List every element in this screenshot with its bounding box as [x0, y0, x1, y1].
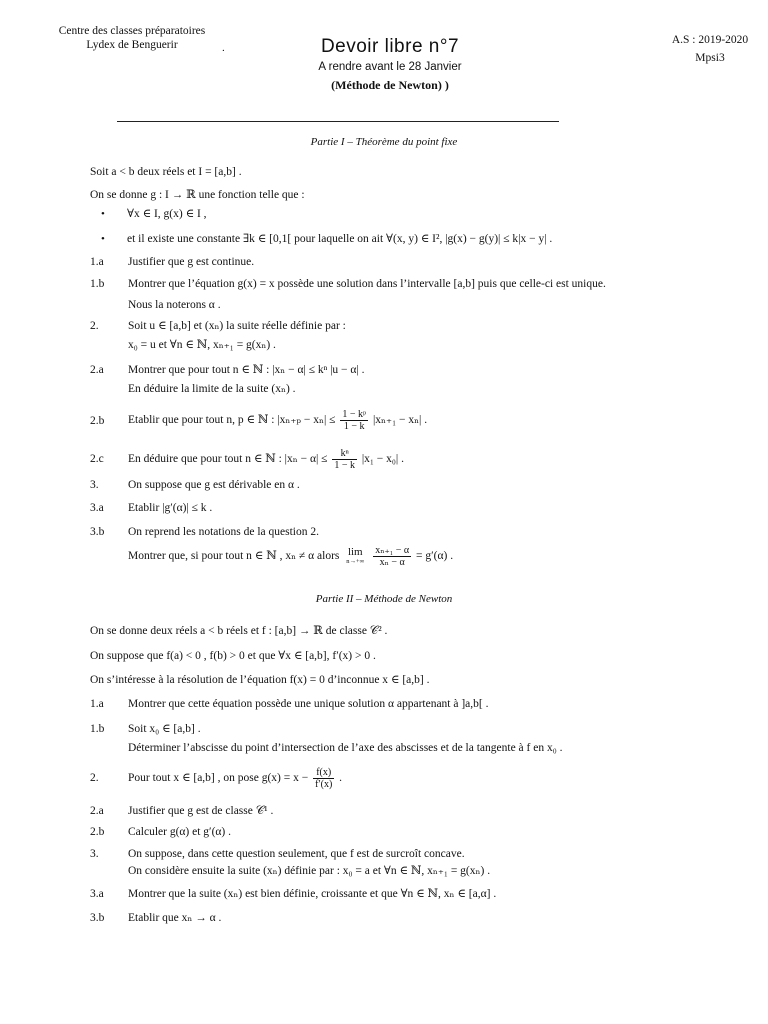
p1-bullet2: et il existe une constante ∃k ∈ [0,1[ pour laquelle on ait ∀(x, y) ∈ I², |g(x) − g(y)| ≤ k|x − y| . [127, 233, 553, 245]
q-label: 2. [90, 772, 99, 784]
p1-q2: Soit u ∈ [a,b] et (xₙ) la suite réelle définie par : [128, 320, 346, 332]
p1-q1a: Justifier que g est continue. [128, 256, 255, 268]
p2-q2-post: . [339, 772, 343, 784]
fraction [332, 448, 357, 471]
q-label: 3. [90, 479, 99, 491]
p1-q2c-post: |x₁ − x₀| . [361, 453, 404, 465]
p2-q3: On suppose, dans cette question seulement, que f est de surcroît concave. [128, 848, 465, 860]
q-label: 1.b [90, 723, 105, 735]
school-name: Centre des classes préparatoires [58, 25, 206, 37]
part1-title: Partie I – Théorème du point fixe [310, 136, 458, 148]
q-label: 1.a [90, 256, 104, 268]
p2-intro1: On se donne deux réels a < b réels et f : [a,b] → ℝ de classe 𝒞² . [90, 625, 388, 637]
p2-q3a: Montrer que la suite (xₙ) est bien définie, croissante et que ∀n ∈ ℕ, xₙ ∈ [a,α] . [128, 888, 497, 900]
limit-subscript: n→+∞ [346, 557, 365, 565]
fraction-numerator: kⁿ [332, 448, 357, 460]
header-divider [117, 121, 559, 122]
year-header [660, 31, 760, 67]
q-label: 2.b [90, 415, 105, 427]
p1-q3: On suppose que g est dérivable en α . [128, 479, 300, 491]
fraction-denominator: 1 − k [343, 420, 365, 432]
p1-q1b: Montrer que l’équation g(x) = x possède une solution dans l’intervalle [a,b] puis que celle-ci est unique. [128, 278, 606, 290]
q-label: 3. [90, 848, 99, 860]
school-location: Lydex de Benguerir [86, 39, 178, 51]
page-title: Devoir libre n°7 [320, 36, 460, 57]
topic-subtitle: (Méthode de Newton) ) [331, 78, 449, 92]
p2-q1a: Montrer que cette équation possède une unique solution α appartenant à ]a,b[ . [128, 698, 489, 710]
fraction-denominator: f′(x) [315, 778, 333, 790]
p1-q1b-2: Nous la noterons α . [128, 299, 221, 311]
bullet-icon: • [101, 233, 105, 245]
p1-q3a: Etablir |g′(α)| ≤ k . [128, 502, 213, 514]
p1-q3b: On reprend les notations de la question 2. [128, 526, 319, 538]
q-label: 2. [90, 320, 99, 332]
q-label: 3.a [90, 502, 104, 514]
p1-q2-def: x₀ = u et ∀n ∈ ℕ, xₙ₊₁ = g(xₙ) . [128, 339, 276, 351]
p1-q2b-post: |xₙ₊₁ − xₙ| . [372, 414, 428, 426]
academic-year: A.S : 2019-2020 [671, 34, 749, 46]
q-label: 2.a [90, 805, 104, 817]
bullet-icon: • [101, 208, 105, 220]
p1-q2a-2: En déduire la limite de la suite (xₙ) . [128, 383, 296, 395]
due-date: A rendre avant le 28 Janvier [318, 61, 462, 73]
p2-q2-pre: Pour tout x ∈ [a,b] , on pose g(x) = x − [128, 772, 309, 784]
p2-q3-2: On considère ensuite la suite (xₙ) définie par : x₀ = a et ∀n ∈ ℕ, xₙ₊₁ = g(xₙ) . [128, 865, 491, 877]
q-label: 2.c [90, 453, 104, 465]
p1-intro1: Soit a < b deux réels et I = [a,b] . [90, 166, 242, 178]
fraction-numerator: 1 − kᵖ [342, 408, 367, 420]
q-label: 2.a [90, 364, 104, 376]
q-label: 3.a [90, 888, 104, 900]
header-dot: . [222, 42, 225, 54]
p1-q2c [128, 443, 404, 475]
p2-q1b: Soit x₀ ∈ [a,b] . [128, 723, 201, 735]
p1-q3b-pre: Montrer que, si pour tout n ∈ ℕ , xₙ ≠ α alors [128, 550, 340, 562]
q-label: 3.b [90, 526, 105, 538]
fraction [373, 545, 411, 568]
fraction-denominator: xₙ − α [379, 556, 405, 568]
class-name: Mpsi3 [695, 52, 725, 64]
p2-intro3: On s’intéresse à la résolution de l’équation f(x) = 0 d’inconnue x ∈ [a,b] . [90, 674, 430, 686]
fraction [340, 409, 368, 432]
q-label: 1.b [90, 278, 105, 290]
p1-intro2: On se donne g : I → ℝ une fonction telle que : [90, 189, 305, 201]
p1-bullet1: ∀x ∈ I, g(x) ∈ I , [127, 208, 207, 220]
p2-intro2: On suppose que f(a) < 0 , f(b) > 0 et que ∀x ∈ [a,b], f′(x) > 0 . [90, 650, 376, 662]
p2-q2b: Calculer g(α) et g′(α) . [128, 826, 232, 838]
q-label: 3.b [90, 912, 105, 924]
p2-q2a: Justifier que g est de classe 𝒞¹ . [128, 805, 274, 817]
q-label: 2.b [90, 826, 105, 838]
fraction-numerator: xₙ₊₁ − α [375, 544, 410, 556]
part2-title: Partie II – Méthode de Newton [315, 593, 453, 605]
p1-q2a: Montrer que pour tout n ∈ ℕ : |xₙ − α| ≤ kⁿ |u − α| . [128, 364, 365, 376]
p1-q2c-pre: En déduire que pour tout n ∈ ℕ : |xₙ − α| ≤ [128, 453, 328, 465]
q-label: 1.a [90, 698, 104, 710]
p2-q2 [128, 762, 342, 794]
fraction-denominator: 1 − k [334, 459, 355, 471]
p1-q2b-pre: Etablir que pour tout n, p ∈ ℕ : |xₙ₊ₚ − xₙ| ≤ [128, 414, 336, 426]
p1-q3b-post: = g′(α) . [416, 550, 454, 562]
p2-q3b: Etablir que xₙ → α . [128, 912, 222, 924]
p2-q1b-2: Déterminer l’abscisse du point d’intersection de l’axe des abscisses et de la tangente à f en x₀ . [128, 742, 563, 754]
p1-q3b-2 [128, 540, 453, 572]
limit-operator: lim [347, 545, 363, 558]
fraction [313, 767, 334, 790]
limit [346, 547, 364, 566]
p1-q2b [128, 404, 427, 436]
fraction-numerator: f(x) [313, 767, 334, 779]
school-header [52, 24, 212, 52]
